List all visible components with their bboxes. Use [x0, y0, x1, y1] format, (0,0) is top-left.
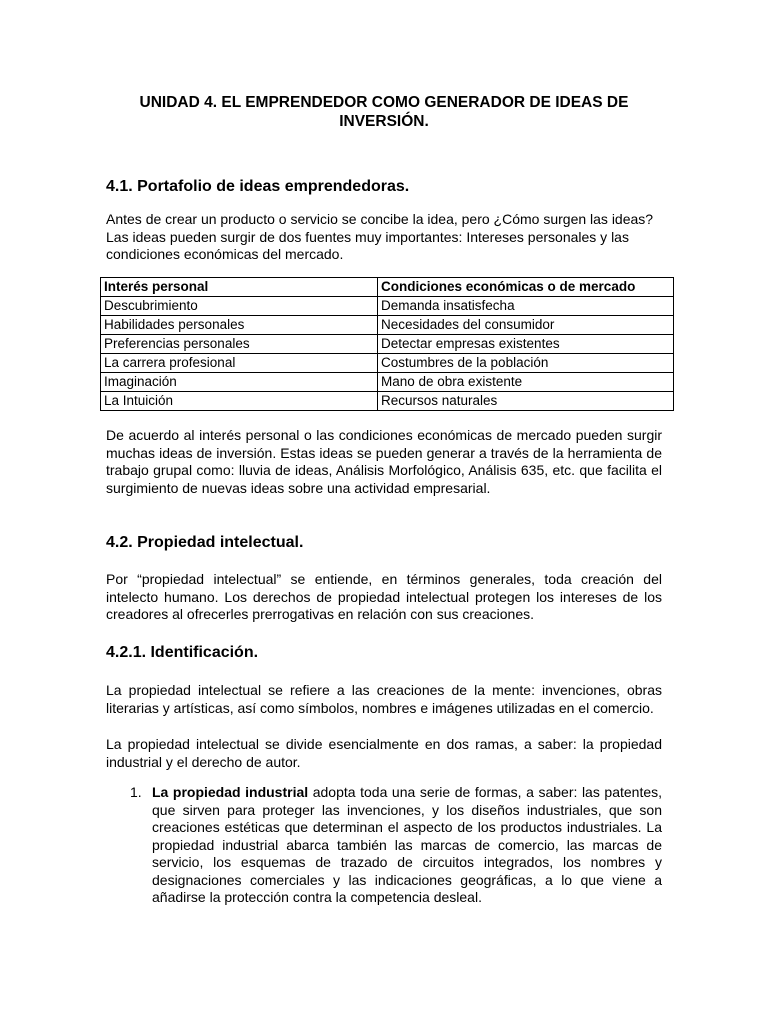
table-cell: Habilidades personales [101, 316, 378, 335]
page-title: UNIDAD 4. EL EMPRENDEDOR COMO GENERADOR DE IDEAS DE INVERSIÓN. [139, 94, 629, 130]
table-cell: Costumbres de la población [378, 354, 674, 373]
table-row [101, 392, 674, 411]
table-header-row [101, 278, 674, 297]
section-4-1-intro: Antes de crear un producto o servicio se concibe la idea, pero ¿Cómo surgen las ideas? Las ideas pueden surgir de dos fuentes muy importantes: Intereses personales y las condiciones económicas del mercado. [106, 211, 654, 262]
section-4-2-text: Por “propiedad intelectual” se entiende, en términos generales, toda creación del intelecto humano. Los derechos de propiedad intelectual protegen los intereses de los creadores al ofrecerles prerrogativas en relación con sus creaciones. [106, 571, 662, 622]
table-cell: Necesidades del consumidor [378, 316, 674, 335]
table-cell: Demanda insatisfecha [378, 297, 674, 316]
table-cell: Recursos naturales [378, 392, 674, 411]
table-header-cell: Interés personal [101, 278, 378, 297]
table-cell: La carrera profesional [101, 354, 378, 373]
table-row [101, 335, 674, 354]
table-cell: Preferencias personales [101, 335, 378, 354]
table-row [101, 316, 674, 335]
list-item-number: 1. [130, 784, 142, 800]
table-cell: Detectar empresas existentes [378, 335, 674, 354]
table-row [101, 354, 674, 373]
table-row [101, 373, 674, 392]
section-4-1-closing: De acuerdo al interés personal o las condiciones económicas de mercado pueden surgir muchas ideas de inversión. Estas ideas se pueden generar a través de la herramienta de trabajo grupal como: lluvia de ideas, Análisis Morfológico, Análisis 635, etc. que facilita el surgimiento de nuevas ideas sobre una actividad empresarial. [106, 427, 662, 496]
table-row [101, 297, 674, 316]
table-cell: La Intuición [101, 392, 378, 411]
list-item-bold-term: La propiedad industrial [152, 784, 309, 800]
numbered-list [130, 784, 662, 907]
section-heading-4-1: 4.1. Portafolio de ideas emprendedoras. [106, 178, 410, 195]
table-cell: Mano de obra existente [378, 373, 674, 392]
table-header-cell: Condiciones económicas o de mercado [378, 278, 674, 297]
ideas-table [100, 277, 674, 411]
table-cell: Descubrimiento [101, 297, 378, 316]
section-4-2-1-text-2: La propiedad intelectual se divide esencialmente en dos ramas, a saber: la propiedad industrial y el derecho de autor. [106, 736, 662, 770]
list-item [130, 784, 662, 907]
section-heading-4-2: 4.2. Propiedad intelectual. [106, 534, 304, 551]
list-item-text [152, 784, 662, 907]
section-4-2-1-text-1: La propiedad intelectual se refiere a las creaciones de la mente: invenciones, obras literarias y artísticas, así como símbolos, nombres e imágenes utilizadas en el comercio. [106, 682, 662, 716]
list-item-body: adopta toda una serie de formas, a saber: las patentes, que sirven para proteger las invenciones, y los diseños industriales, que son creaciones estéticas que determinan el aspecto de los productos industriales. La propiedad industrial abarca también las marcas de comercio, las marcas de servicio, los esquemas de trazado de circuitos integrados, los nombres y designaciones comerciales y las indicaciones geográficas, a lo que viene a añadirse la protección contra la competencia desleal. [152, 784, 663, 905]
section-heading-4-2-1: 4.2.1. Identificación. [106, 644, 259, 661]
table-cell: Imaginación [101, 373, 378, 392]
